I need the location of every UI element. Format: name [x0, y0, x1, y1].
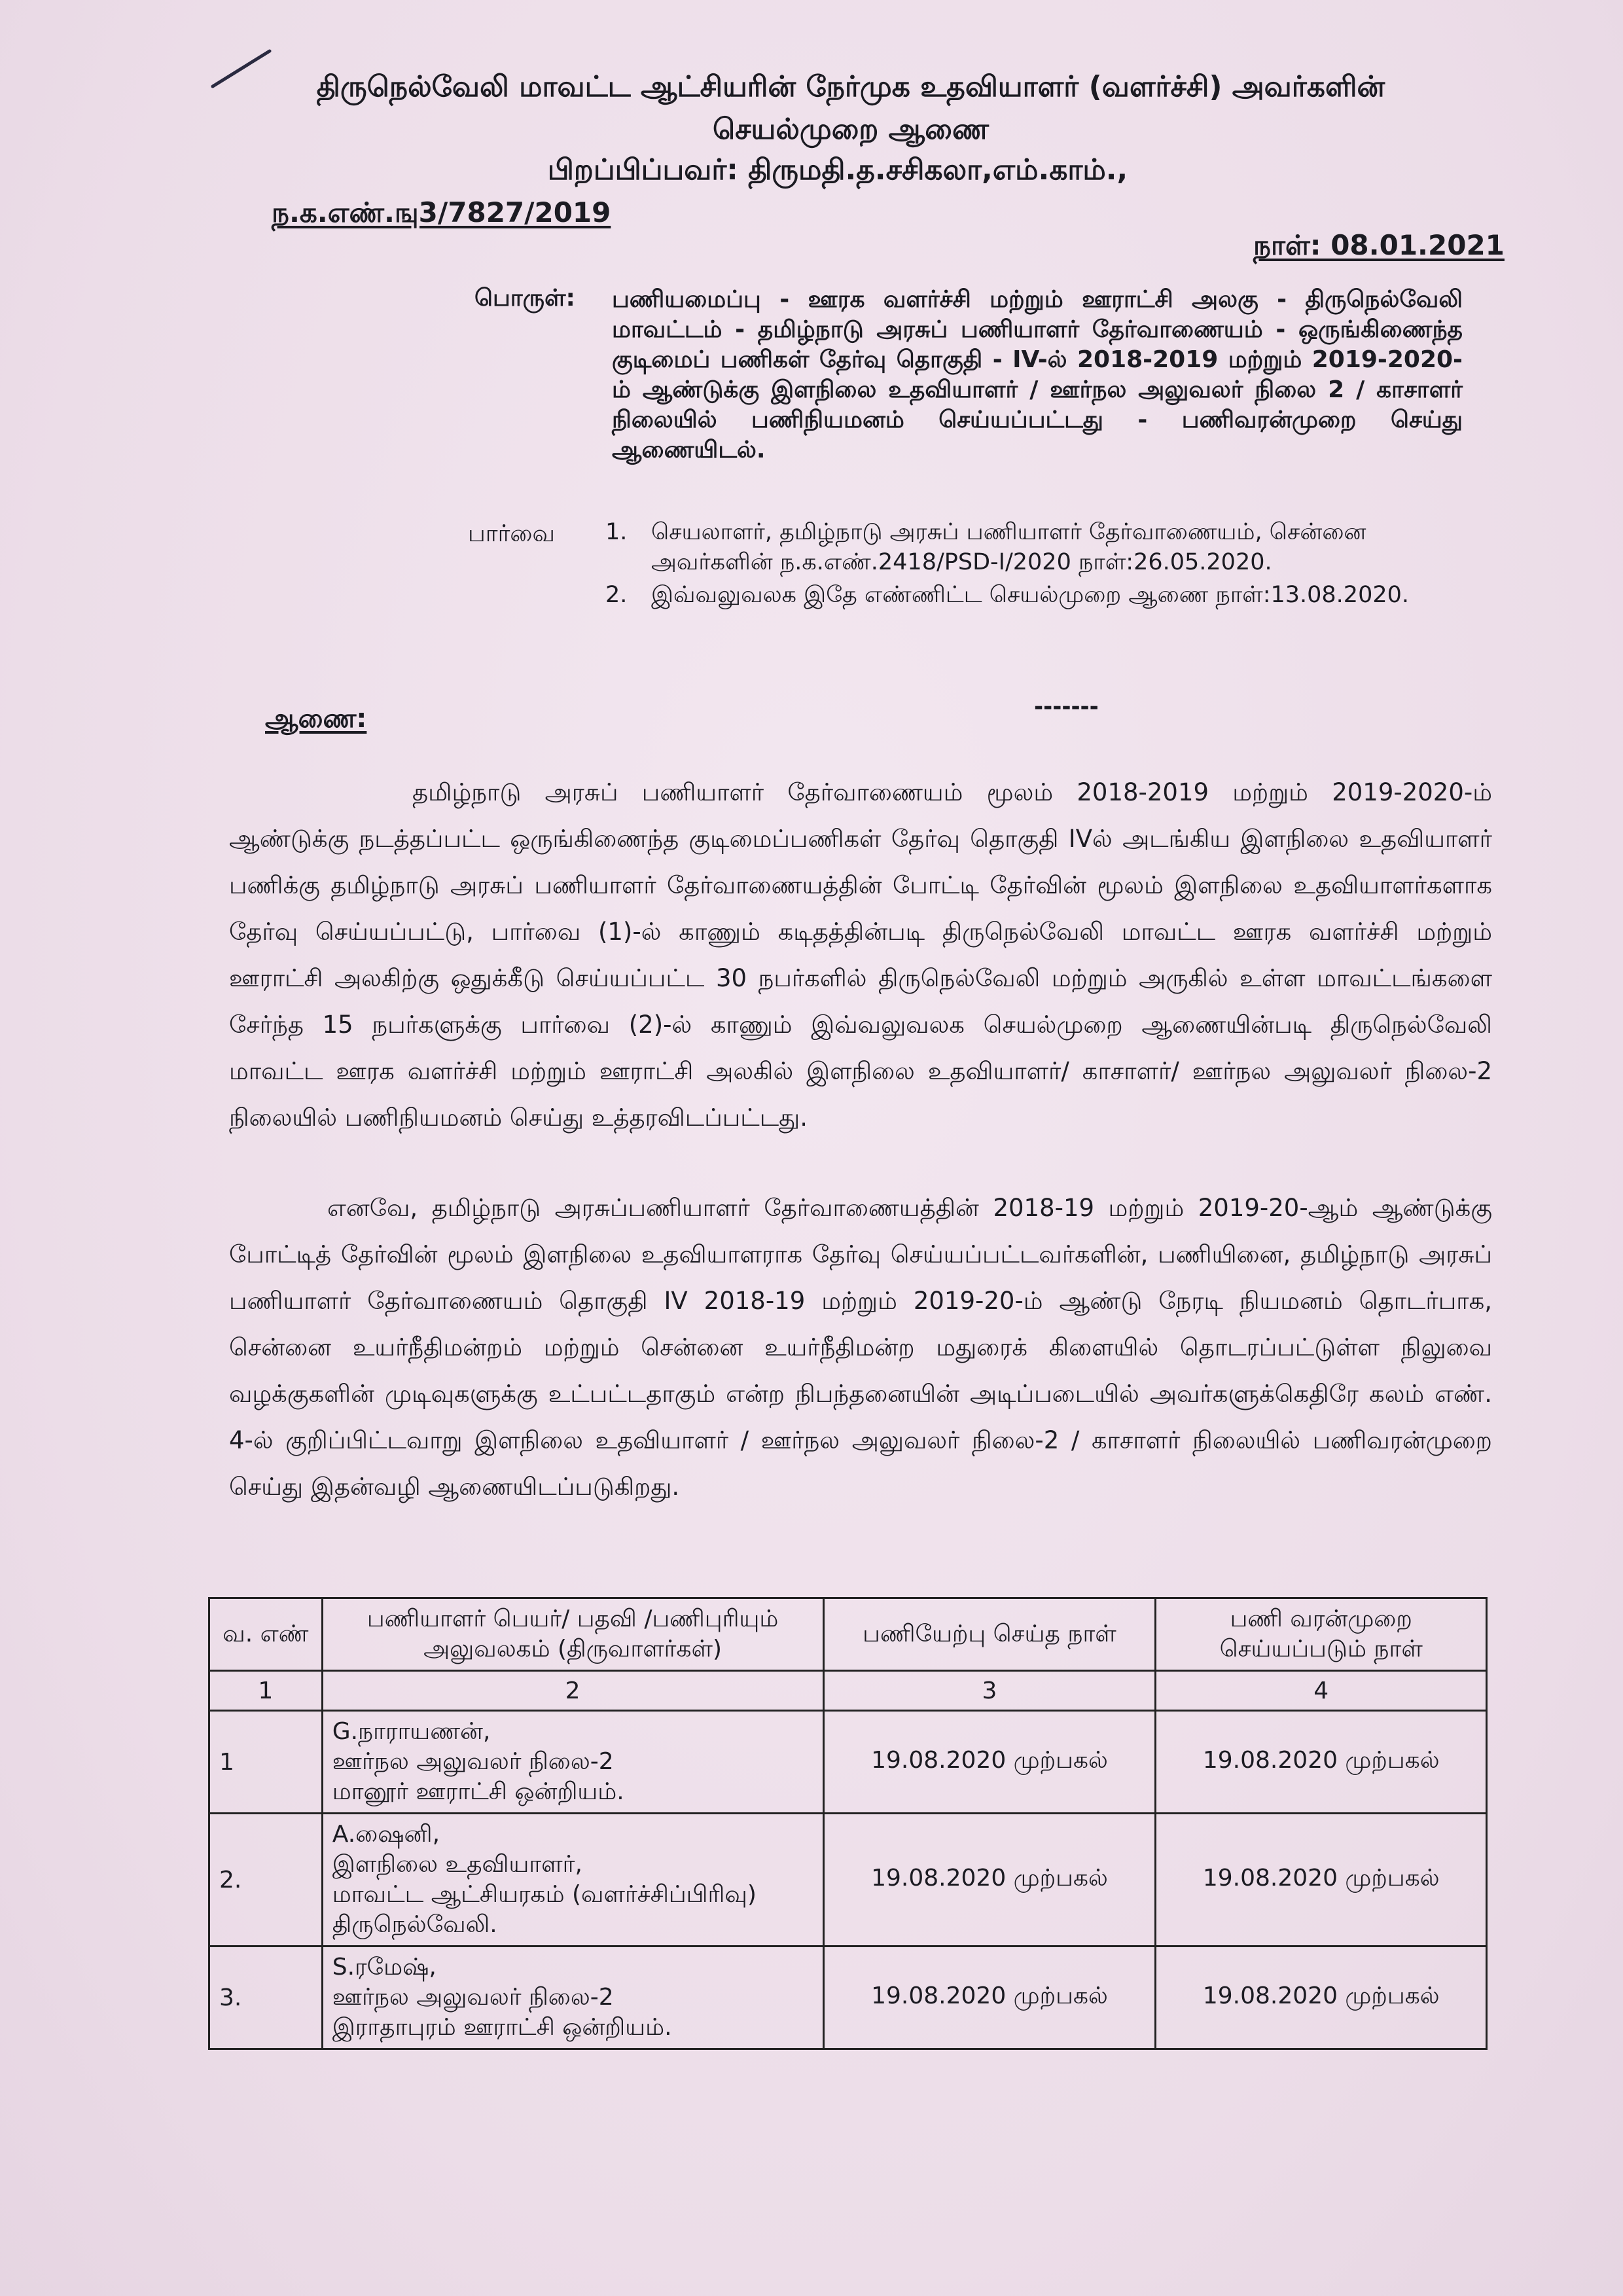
reference-item	[605, 517, 1482, 577]
row-name-line: இராதாபுரம் ஊராட்சி ஒன்றியம்.	[332, 2014, 672, 2041]
order-label: ஆணை:	[265, 704, 367, 734]
reference-number: ந.க.எண்.ஙு3/7827/2019	[272, 196, 611, 228]
row-joined-date: 19.08.2020 முற்பகல்	[823, 1814, 1156, 1946]
column-number: 4	[1156, 1671, 1487, 1711]
header-title-line1: திருநெல்வேலி மாவட்ட ஆட்சியரின் நேர்முக உதவியாளர் (வளர்ச்சி) அவர்களின்	[316, 70, 1385, 103]
column-header-name: பணியாளர் பெயர்/ பதவி /பணிபுரியும் அலுவலகம் (திருவாளர்கள்)	[322, 1598, 823, 1671]
column-number: 2	[322, 1671, 823, 1711]
row-name-line: மாவட்ட ஆட்சியரகம் (வளர்ச்சிப்பிரிவு)	[332, 1881, 757, 1908]
column-number: 3	[823, 1671, 1156, 1711]
row-regularized-date: 19.08.2020 முற்பகல்	[1156, 1711, 1487, 1814]
row-name-line: மானூர் ஊராட்சி ஒன்றியம்.	[332, 1778, 624, 1805]
reference-item-text: இவ்வலுவலக இதே எண்ணிட்ட செயல்முறை ஆணை நாள்:13.08.2020.	[651, 582, 1410, 608]
row-name-line: S.ரமேஷ்,	[332, 1954, 437, 1981]
column-number: 1	[209, 1671, 323, 1711]
order-date: நாள்: 08.01.2021	[1253, 229, 1505, 261]
subject-label: பொருள்:	[474, 285, 575, 312]
reference-item-number: 1.	[605, 519, 628, 545]
order-paragraph-2: எனவே, தமிழ்நாடு அரசுப்பணியாளர் தேர்வாணையத்தின் 2018-19 மற்றும் 2019-20-ஆம் ஆண்டுக்கு போட்டித் தேர்வின் மூலம் இளநிலை உதவியாளராக தேர்வு செய்யப்பட்டவர்களின், பணியினை, தமிழ்நாடு அரசுப் பணியாளர் தேர்வாணையம் தொகுதி IV 2018-19 மற்றும் 2019-20-ம் ஆண்டு நேரடி நியமனம் தொடர்பாக, சென்னை உயர்நீதிமன்றம் மற்றும் சென்னை உயர்நீதிமன்ற மதுரைக் கிளையில் தொடரப்பட்டுள்ள நிலுவை வழக்குகளின் முடிவுகளுக்கு உட்பட்டதாகும் என்ற நிபந்தனையின் அடிப்படையில் அவர்களுக்கெதிரே கலம் எண். 4-ல் குறிப்பிட்டவாறு இளநிலை உதவியாளர் / ஊர்நல அலுவலர் நிலை-2 / காசாளர் நிலையில் பணிவரன்முறை செய்து இதன்வழி ஆணையிடப்படுகிறது.	[229, 1194, 1492, 1501]
row-joined-date: 19.08.2020 முற்பகல்	[823, 1711, 1156, 1814]
row-name-cell	[322, 1946, 823, 2049]
table-header-row	[209, 1598, 1487, 1671]
header-issuer: பிறப்பிப்பவர்: திருமதி.த.சசிகலா,எம்.காம்.,	[547, 153, 1128, 187]
header-title-line2: செயல்முறை ஆணை	[713, 113, 989, 146]
reference-item	[605, 580, 1482, 610]
reference-item-text: செயலாளர், தமிழ்நாடு அரசுப் பணியாளர் தேர்வாணையம், சென்னை அவர்களின் ந.க.எண்.2418/PSD-I/2020 நாள்:26.05.2020.	[651, 519, 1366, 575]
staff-table	[208, 1597, 1488, 2050]
row-name-line: ஊர்நல அலுவலர் நிலை-2	[332, 1984, 614, 2011]
column-header-joined: பணியேற்பு செய்த நாள்	[823, 1598, 1156, 1671]
column-header-regularized: பணி வரன்முறை செய்யப்படும் நாள்	[1156, 1598, 1487, 1671]
row-name-line: G.நாராயணன்,	[332, 1718, 491, 1745]
row-regularized-date: 19.08.2020 முற்பகல்	[1156, 1814, 1487, 1946]
table-row	[209, 1711, 1487, 1814]
row-joined-date: 19.08.2020 முற்பகல்	[823, 1946, 1156, 2049]
references-list	[605, 517, 1482, 613]
subject-text: பணியமைப்பு - ஊரக வளர்ச்சி மற்றும் ஊராட்சி அலகு - திருநெல்வேலி மாவட்டம் - தமிழ்நாடு அரசுப் பணியாளர் தேர்வாணையம் - ஒருங்கிணைந்த குடிமைப் பணிகள் தேர்வு தொகுதி - IV-ல் 2018-2019 மற்றும் 2019-2020-ம் ஆண்டுக்கு இளநிலை உதவியாளர் / ஊர்நல அலுவலர் நிலை 2 / காசாளர் நிலையில் பணிநியமனம் செய்யப்பட்டது - பணிவரன்முறை செய்து ஆணையிடல்.	[612, 286, 1463, 463]
row-name-cell	[322, 1711, 823, 1814]
order-paragraph-1: தமிழ்நாடு அரசுப் பணியாளர் தேர்வாணையம் மூலம் 2018-2019 மற்றும் 2019-2020-ம் ஆண்டுக்கு நடத்தப்பட்ட ஒருங்கிணைந்த குடிமைப்பணிகள் தேர்வு தொகுதி IVல் அடங்கிய இளநிலை உதவியாளர் பணிக்கு தமிழ்நாடு அரசுப் பணியாளர் தேர்வாணையத்தின் போட்டி தேர்வின் மூலம் இளநிலை உதவியாளர்களாக தேர்வு செய்யப்பட்டு, பார்வை (1)-ல் காணும் கடிதத்தின்படி திருநெல்வேலி மாவட்ட ஊரக வளர்ச்சி மற்றும் ஊராட்சி அலகிற்கு ஒதுக்கீடு செய்யப்பட்ட 30 நபர்களில் திருநெல்வேலி மற்றும் அருகில் உள்ள மாவட்டங்களை சேர்ந்த 15 நபர்களுக்கு பார்வை (2)-ல் காணும் இவ்வலுவலக செயல்முறை ஆணையின்படி திருநெல்வேலி மாவட்ட ஊரக வளர்ச்சி மற்றும் ஊராட்சி அலகில் இளநிலை உதவியாளர்/ காசாளர்/ ஊர்நல அலுவலர் நிலை-2 நிலையில் பணிநியமனம் செய்து உத்தரவிடப்பட்டது.	[229, 778, 1492, 1132]
row-regularized-date: 19.08.2020 முற்பகல்	[1156, 1946, 1487, 2049]
column-header-sno: வ. எண்	[209, 1598, 323, 1671]
row-name-line: திருநெல்வேலி.	[332, 1911, 497, 1938]
table-row	[209, 1814, 1487, 1946]
table-row	[209, 1946, 1487, 2049]
row-name-line: A.ஷைனி,	[332, 1821, 440, 1848]
references-label: பார்வை	[468, 520, 555, 547]
row-serial: 3.	[209, 1946, 323, 2049]
row-serial: 2.	[209, 1814, 323, 1946]
row-serial: 1	[209, 1711, 323, 1814]
column-number-row	[209, 1671, 1487, 1711]
row-name-line: ஊர்நல அலுவலர் நிலை-2	[332, 1748, 614, 1775]
row-name-line: இளநிலை உதவியாளர்,	[332, 1851, 582, 1878]
reference-item-number: 2.	[605, 582, 628, 608]
row-name-cell	[322, 1814, 823, 1946]
references-separator: -------	[1034, 694, 1099, 720]
